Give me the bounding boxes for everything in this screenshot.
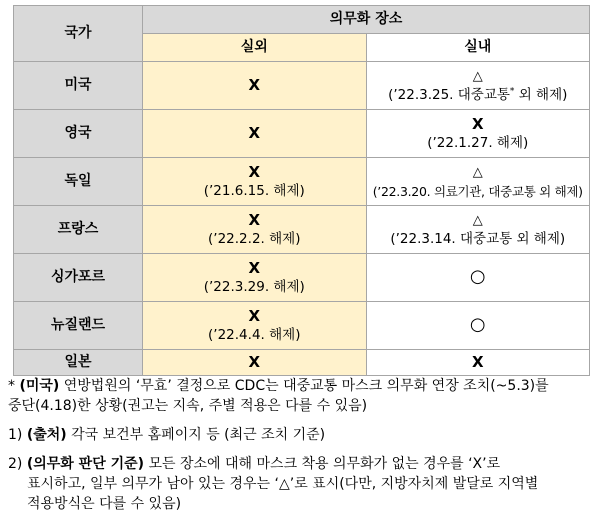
footnotes bbox=[8, 376, 594, 523]
footnote-criteria bbox=[8, 454, 594, 514]
indoor-note: (’22.3.20. 의료기관, 대중교통 외 해제) bbox=[372, 183, 583, 199]
footnote-marker: * bbox=[509, 86, 515, 96]
outdoor-cell bbox=[143, 206, 367, 254]
outdoor-mark: X bbox=[248, 306, 261, 325]
outdoor-cell bbox=[143, 254, 367, 302]
indoor-cell bbox=[366, 350, 590, 376]
outdoor-note: (’22.3.29. 해제) bbox=[203, 278, 305, 295]
outdoor-cell bbox=[143, 110, 367, 158]
footnote-label: (미국) bbox=[19, 378, 60, 394]
outdoor-cell bbox=[143, 62, 367, 110]
indoor-mark: △ bbox=[472, 68, 483, 84]
mask-mandate-table bbox=[13, 5, 590, 376]
country-cell: 미국 bbox=[14, 62, 143, 110]
indoor-note: (’22.1.27. 해제) bbox=[427, 134, 529, 151]
indoor-cell bbox=[366, 110, 590, 158]
footnote-number: 2) bbox=[8, 456, 27, 472]
indoor-note: (’22.3.14. 대중교통 외 해제) bbox=[390, 230, 566, 247]
indoor-mark: X bbox=[471, 353, 484, 371]
outdoor-mark: X bbox=[248, 162, 261, 181]
outdoor-mark: X bbox=[248, 210, 261, 229]
table-row bbox=[14, 110, 590, 158]
country-cell: 독일 bbox=[14, 158, 143, 206]
indoor-cell bbox=[366, 62, 590, 110]
indoor-mark: △ bbox=[472, 164, 483, 180]
footnote-text: 표시하고, 일부 의무가 남아 있는 경우는 ‘△’로 표시(다만, 지방자치제 발달로 지역별 bbox=[27, 476, 539, 492]
outdoor-cell bbox=[143, 302, 367, 350]
country-cell: 일본 bbox=[14, 350, 143, 376]
outdoor-note: (’22.2.2. 해제) bbox=[208, 230, 301, 247]
indoor-cell bbox=[366, 254, 590, 302]
country-cell: 영국 bbox=[14, 110, 143, 158]
footnote-label: (의무화 판단 기준) bbox=[26, 456, 145, 472]
country-cell: 싱가포르 bbox=[14, 254, 143, 302]
indoor-note-text: (’22.3.25. 대중교통 bbox=[388, 86, 510, 103]
country-cell: 뉴질랜드 bbox=[14, 302, 143, 350]
footnote-star: * bbox=[8, 378, 20, 394]
outdoor-mark: X bbox=[248, 76, 261, 94]
footnote-number: 1) bbox=[8, 427, 27, 443]
indoor-mark: X bbox=[471, 114, 484, 133]
outdoor-note: (’21.6.15. 해제) bbox=[203, 182, 305, 199]
outdoor-mark: X bbox=[248, 353, 261, 371]
indoor-mark: ○ bbox=[469, 314, 486, 335]
table-row bbox=[14, 302, 590, 350]
indoor-mark: △ bbox=[472, 212, 483, 228]
footnote-text: 각국 보건부 홈페이지 등 (최근 조치 기준) bbox=[66, 427, 326, 443]
outdoor-mark: X bbox=[248, 124, 261, 142]
header-country: 국가 bbox=[14, 6, 143, 62]
footnote-text: 연방법원의 ‘무효’ 결정으로 CDC는 대중교통 마스크 의무화 연장 조치(~5.3)를 bbox=[59, 378, 549, 394]
header-outdoor: 실외 bbox=[143, 34, 367, 62]
outdoor-cell bbox=[143, 158, 367, 206]
header-indoor: 실내 bbox=[366, 34, 590, 62]
outdoor-mark: X bbox=[248, 258, 261, 277]
table-row bbox=[14, 350, 590, 376]
table-row bbox=[14, 254, 590, 302]
indoor-note-tail: 외 해제) bbox=[514, 86, 568, 103]
outdoor-note: (’22.4.4. 해제) bbox=[208, 326, 301, 343]
footnote-text: 적용방식은 다를 수 있음) bbox=[27, 496, 182, 512]
outdoor-cell bbox=[143, 350, 367, 376]
footnote-us bbox=[8, 376, 594, 416]
footnote-source bbox=[8, 425, 594, 445]
table-row bbox=[14, 62, 590, 110]
indoor-cell bbox=[366, 206, 590, 254]
indoor-note bbox=[367, 86, 590, 105]
header-mandate-place: 의무화 장소 bbox=[143, 6, 590, 34]
footnote-text: 모든 장소에 대해 마스크 착용 의무화가 없는 경우를 ‘X’로 bbox=[144, 456, 501, 472]
footnote-text: 중단(4.18)한 상황(권고는 지속, 주별 적용은 다를 수 있음) bbox=[8, 398, 368, 414]
country-cell: 프랑스 bbox=[14, 206, 143, 254]
indoor-mark: ○ bbox=[469, 266, 486, 287]
indoor-cell bbox=[366, 158, 590, 206]
table-row bbox=[14, 158, 590, 206]
footnote-label: (출처) bbox=[26, 427, 67, 443]
table-row bbox=[14, 206, 590, 254]
indoor-cell bbox=[366, 302, 590, 350]
